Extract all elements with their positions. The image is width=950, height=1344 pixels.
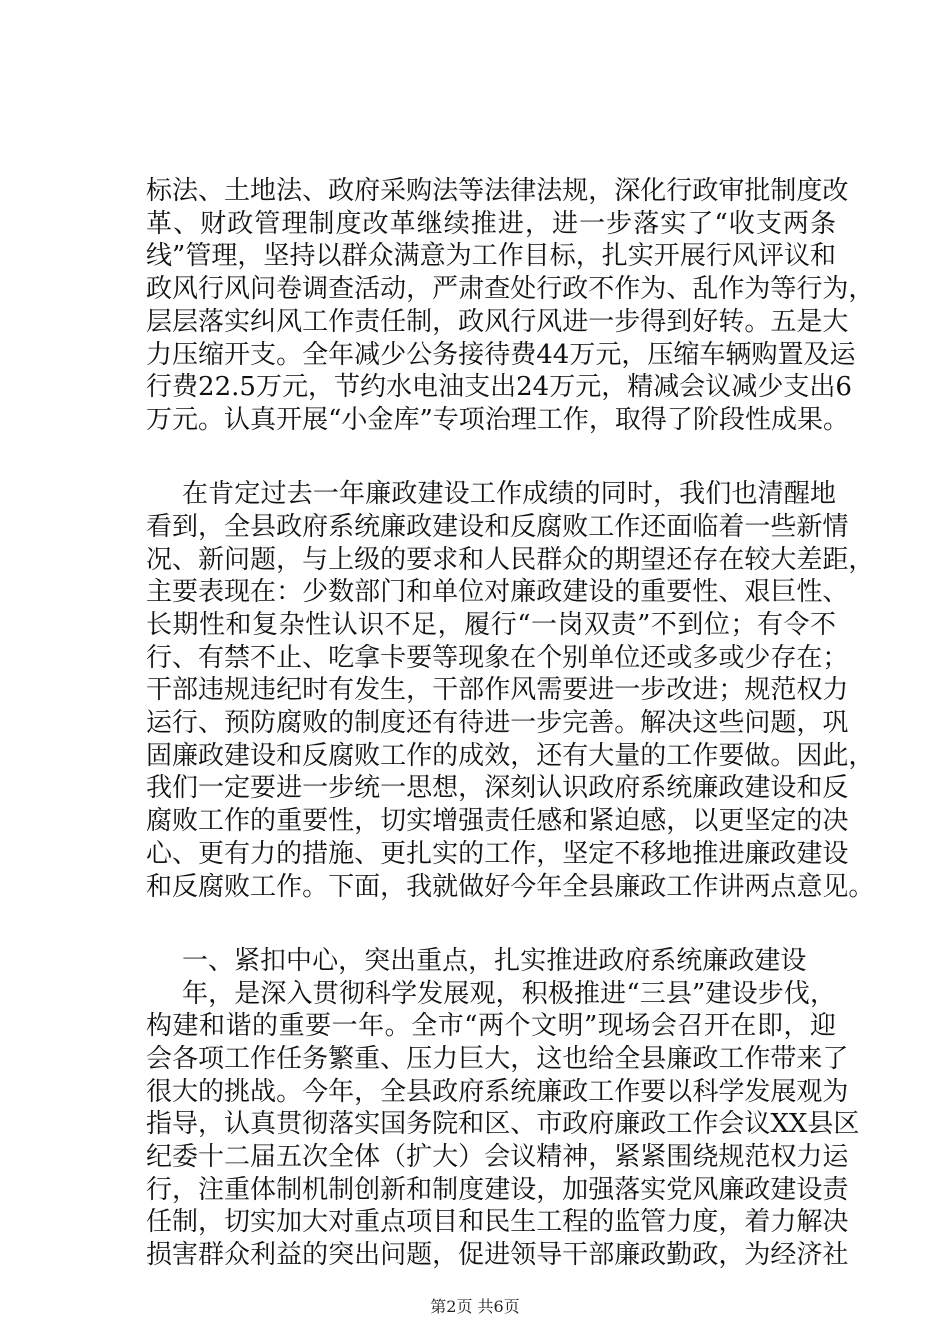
paragraph-first-line: 年，是深入贯彻科学发展观，积极推进“三县”建设步伐， [182, 978, 836, 1009]
paragraph-line: 革、财政管理制度改革继续推进，进一步落实了“收支两条 [146, 208, 836, 239]
paragraph-line: 行费22.5万元，节约水电油支出24万元，精减会议减少支出6 [146, 372, 852, 403]
paragraph-line: 主要表现在：少数部门和单位对廉政建设的重要性、艰巨性、 [146, 577, 849, 608]
paragraph-first-line: 在肯定过去一年廉政建设工作成绩的同时，我们也清醒地 [182, 479, 836, 510]
paragraph-line: 任制，切实加大对重点项目和民生工程的监管力度，着力解决 [146, 1207, 849, 1238]
paragraph-line: 万元。认真开展“小金库”专项治理工作，取得了阶段性成果。 [146, 404, 850, 435]
paragraph-line: 线”管理，坚持以群众满意为工作目标，扎实开展行风评议和 [146, 241, 836, 272]
paragraph-line: 纪委十二届五次全体（扩大）会议精神，紧紧围绕规范权力运 [146, 1142, 849, 1173]
paragraph-line: 标法、土地法、政府采购法等法律法规，深化行政审批制度改 [146, 176, 849, 206]
paragraph-line: 力压缩开支。全年减少公务接待费44万元，压缩车辆购置及运 [146, 339, 856, 370]
paragraph-line: 运行、预防腐败的制度还有待进一步完善。解决这些问题，巩 [146, 708, 849, 739]
paragraph-line: 固廉政建设和反腐败工作的成效，还有大量的工作要做。因此， [146, 740, 875, 771]
paragraph-line: 心、更有力的措施、更扎实的工作，坚定不移地推进廉政建设 [146, 838, 849, 869]
paragraph-line: 损害群众利益的突出问题，促进领导干部廉政勤政，为经济社 [146, 1240, 849, 1271]
paragraph-line: 我们一定要进一步统一思想，深刻认识政府系统廉政建设和反 [146, 773, 849, 804]
paragraph-line: 腐败工作的重要性，切实增强责任感和紧迫感，以更坚定的决 [146, 806, 849, 837]
section-heading: 一、紧扣中心，突出重点，扎实推进政府系统廉政建设 [182, 945, 807, 976]
paragraph-line: 指导，认真贯彻落实国务院和区、市政府廉政工作会议XX县区 [146, 1109, 860, 1140]
paragraph-line: 很大的挑战。今年，全县政府系统廉政工作要以科学发展观为 [146, 1076, 849, 1107]
paragraph-line: 长期性和复杂性认识不足，履行“一岗双责”不到位；有令不 [146, 609, 836, 640]
paragraph-line: 政风行风问卷调查活动，严肃查处行政不作为、乱作为等行为， [146, 274, 875, 305]
paragraph-line: 干部违规违纪时有发生，干部作风需要进一步改进；规范权力 [146, 675, 849, 706]
paragraph-line: 行，注重体制机制创新和制度建设，加强落实党风廉政建设责 [146, 1174, 849, 1205]
paragraph-line: 看到，全县政府系统廉政建设和反腐败工作还面临着一些新情 [146, 511, 849, 542]
paragraph-line: 会各项工作任务繁重、压力巨大，这也给全县廉政工作带来了 [146, 1043, 849, 1074]
paragraph-line: 层层落实纠风工作责任制，政风行风进一步得到好转。五是大 [146, 306, 849, 337]
page-footer: 第2页 共6页 [430, 1297, 520, 1316]
paragraph-line: 况、新问题，与上级的要求和人民群众的期望还存在较大差距， [146, 544, 875, 575]
paragraph-line: 和反腐败工作。下面，我就做好今年全县廉政工作讲两点意见。 [146, 871, 875, 902]
paragraph-line: 构建和谐的重要一年。全市“两个文明”现场会召开在即，迎 [146, 1011, 836, 1042]
paragraph-line: 行、有禁不止、吃拿卡要等现象在个别单位还或多或少存在； [146, 642, 849, 673]
